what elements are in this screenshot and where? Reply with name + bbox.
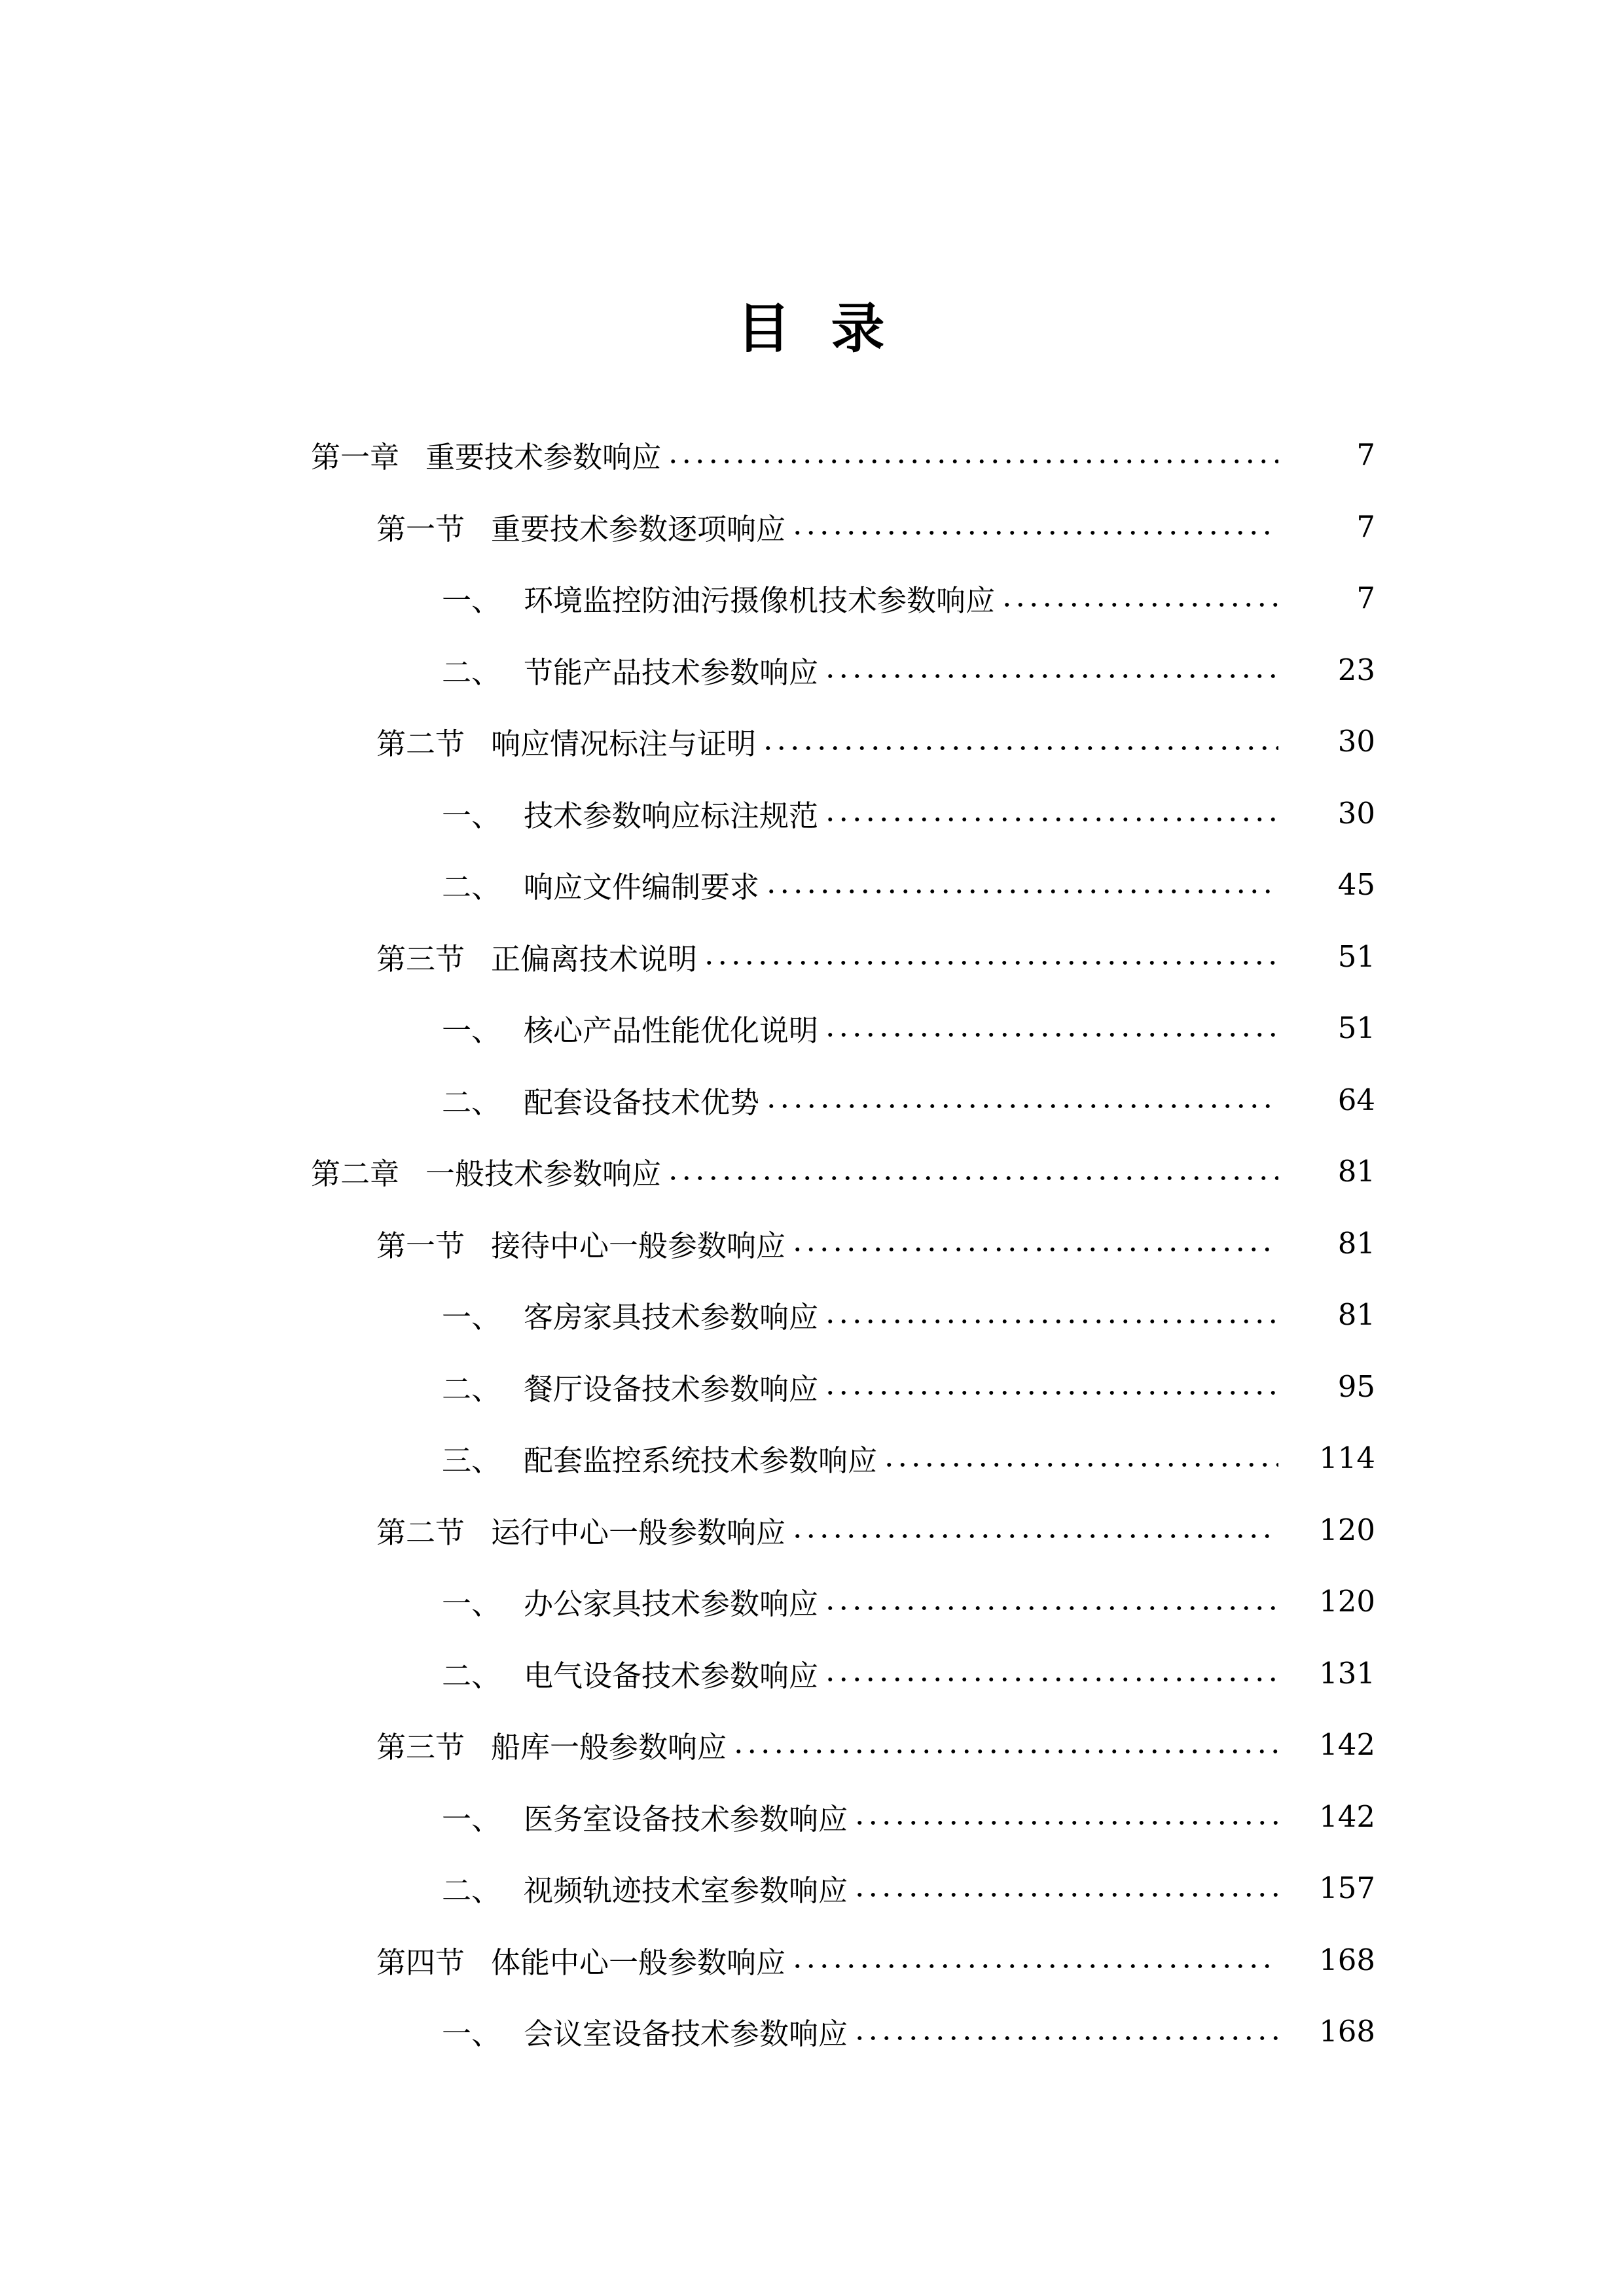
toc-entry-page-number: 114 [1319, 1441, 1375, 1476]
toc-entry-number: 第四节 [376, 1945, 465, 1980]
toc-entry[interactable] [0, 419, 1624, 491]
toc-entry-title: 核心产品性能优化说明 [524, 1013, 819, 1049]
toc-entry[interactable] [0, 1996, 1624, 2068]
dot-leader [823, 670, 1278, 683]
toc-entry[interactable] [0, 1064, 1624, 1136]
toc-entry-page-number: 81 [1337, 1225, 1375, 1261]
toc-entry-title: 重要技术参数逐项响应 [491, 511, 786, 547]
toc-entry-number: 二、 [442, 1371, 501, 1407]
toc-entry-title: 正偏离技术说明 [491, 941, 698, 977]
dot-leader [765, 885, 1278, 898]
toc-entry-title: 医务室设备技术参数响应 [524, 1801, 848, 1837]
toc-entry-page-number: 168 [1319, 2014, 1375, 2049]
toc-entry-title: 船库一般参数响应 [491, 1730, 727, 1765]
toc-entry[interactable] [0, 1494, 1624, 1566]
toc-entry-number: 二、 [442, 1658, 501, 1693]
toc-entry-number: 第三节 [376, 1730, 465, 1765]
dot-leader [1000, 598, 1278, 611]
toc-entry-page-number: 45 [1337, 867, 1375, 903]
toc-entry-number: 三、 [442, 1443, 501, 1479]
dot-leader [823, 1602, 1278, 1615]
toc-entry-page-number: 51 [1337, 1011, 1375, 1046]
toc-entry-title: 电气设备技术参数响应 [524, 1658, 819, 1693]
toc-entry-page-number: 23 [1337, 652, 1375, 687]
toc-entry-title: 体能中心一般参数响应 [491, 1945, 786, 1980]
toc-entry[interactable] [0, 849, 1624, 921]
toc-entry-number: 二、 [442, 655, 501, 690]
toc-entry[interactable] [0, 1208, 1624, 1280]
table-of-contents [0, 419, 1624, 2068]
toc-entry-title: 办公家具技术参数响应 [524, 1587, 819, 1622]
toc-entry-title: 运行中心一般参数响应 [491, 1515, 786, 1550]
dot-leader [761, 742, 1278, 755]
dot-leader [666, 455, 1278, 468]
dot-leader [765, 1100, 1278, 1113]
toc-entry-number: 二、 [442, 1873, 501, 1909]
toc-entry-page-number: 30 [1337, 724, 1375, 759]
toc-entry-number: 一、 [442, 798, 501, 833]
toc-entry-title: 餐厅设备技术参数响应 [524, 1371, 819, 1407]
toc-entry[interactable] [0, 1136, 1624, 1208]
toc-entry-page-number: 142 [1319, 1727, 1375, 1763]
toc-entry[interactable] [0, 562, 1624, 634]
toc-entry[interactable] [0, 1422, 1624, 1494]
dot-leader [853, 2032, 1278, 2045]
toc-entry[interactable] [0, 1566, 1624, 1638]
toc-entry-number: 一、 [442, 1801, 501, 1837]
toc-entry-number: 二、 [442, 870, 501, 905]
dot-leader [882, 1458, 1278, 1471]
toc-entry-title: 客房家具技术参数响应 [524, 1300, 819, 1335]
dot-leader [791, 1960, 1278, 1973]
dot-leader [791, 1530, 1278, 1543]
toc-entry-page-number: 95 [1337, 1369, 1375, 1404]
toc-entry-number: 一、 [442, 2017, 501, 2052]
toc-entry-page-number: 30 [1337, 795, 1375, 831]
toc-entry-page-number: 157 [1319, 1871, 1375, 1906]
toc-entry-number: 一、 [442, 583, 501, 619]
title-char-1: 目 [736, 298, 793, 360]
toc-entry-title: 配套监控系统技术参数响应 [524, 1443, 878, 1479]
toc-entry-number: 第一节 [376, 511, 465, 547]
dot-leader [702, 956, 1278, 969]
toc-entry[interactable] [0, 1852, 1624, 1924]
toc-entry-title: 环境监控防油污摄像机技术参数响应 [524, 583, 996, 619]
toc-entry-page-number: 7 [1356, 509, 1375, 544]
toc-entry-page-number: 7 [1356, 437, 1375, 473]
toc-entry-title: 响应文件编制要求 [524, 870, 760, 905]
toc-entry-number: 二、 [442, 1085, 501, 1120]
dot-leader [823, 1673, 1278, 1686]
toc-entry-number: 第二章 [311, 1157, 400, 1192]
toc-entry-title: 响应情况标注与证明 [491, 726, 757, 762]
toc-entry-title: 接待中心一般参数响应 [491, 1228, 786, 1263]
toc-entry[interactable] [0, 778, 1624, 850]
dot-leader [853, 1888, 1278, 1901]
toc-entry-page-number: 131 [1319, 1655, 1375, 1691]
toc-entry[interactable] [0, 634, 1624, 706]
toc-entry[interactable] [0, 1279, 1624, 1351]
toc-entry-title: 会议室设备技术参数响应 [524, 2017, 848, 2052]
dot-leader [732, 1745, 1278, 1758]
toc-entry-page-number: 142 [1319, 1799, 1375, 1834]
page-title [0, 293, 1624, 365]
toc-entry-page-number: 64 [1337, 1082, 1375, 1117]
toc-entry-title: 视频轨迹技术室参数响应 [524, 1873, 848, 1909]
toc-entry[interactable] [0, 1781, 1624, 1853]
toc-entry-title: 技术参数响应标注规范 [524, 798, 819, 833]
toc-entry-number: 第二节 [376, 726, 465, 762]
toc-entry-page-number: 7 [1356, 581, 1375, 616]
toc-entry[interactable] [0, 491, 1624, 563]
dot-leader [791, 1243, 1278, 1256]
dot-leader [791, 526, 1278, 539]
dot-leader [823, 1315, 1278, 1328]
toc-entry-page-number: 168 [1319, 1942, 1375, 1977]
toc-entry-title: 节能产品技术参数响应 [524, 655, 819, 690]
title-char-2: 录 [831, 298, 888, 360]
toc-entry[interactable] [0, 921, 1624, 993]
toc-entry-title: 一般技术参数响应 [425, 1157, 662, 1192]
toc-entry-number: 第一章 [311, 440, 400, 475]
dot-leader [823, 1386, 1278, 1399]
toc-entry-number: 第三节 [376, 941, 465, 977]
toc-entry-number: 第二节 [376, 1515, 465, 1550]
dot-leader [823, 1028, 1278, 1041]
dot-leader [853, 1816, 1278, 1829]
toc-entry-page-number: 81 [1337, 1297, 1375, 1333]
toc-entry-number: 一、 [442, 1013, 501, 1049]
toc-entry[interactable] [0, 992, 1624, 1064]
toc-entry-page-number: 120 [1319, 1512, 1375, 1547]
toc-entry-number: 一、 [442, 1587, 501, 1622]
toc-entry[interactable] [0, 1351, 1624, 1423]
toc-entry[interactable] [0, 1924, 1624, 1996]
toc-entry[interactable] [0, 1638, 1624, 1710]
toc-entry-page-number: 120 [1319, 1584, 1375, 1619]
toc-entry-title: 配套设备技术优势 [524, 1085, 760, 1120]
toc-entry-page-number: 81 [1337, 1154, 1375, 1189]
toc-entry-page-number: 51 [1337, 939, 1375, 974]
toc-entry-title: 重要技术参数响应 [425, 440, 662, 475]
toc-entry[interactable] [0, 706, 1624, 778]
toc-entry-number: 第一节 [376, 1228, 465, 1263]
toc-entry-number: 一、 [442, 1300, 501, 1335]
dot-leader [666, 1172, 1278, 1185]
toc-entry[interactable] [0, 1709, 1624, 1781]
dot-leader [823, 813, 1278, 826]
